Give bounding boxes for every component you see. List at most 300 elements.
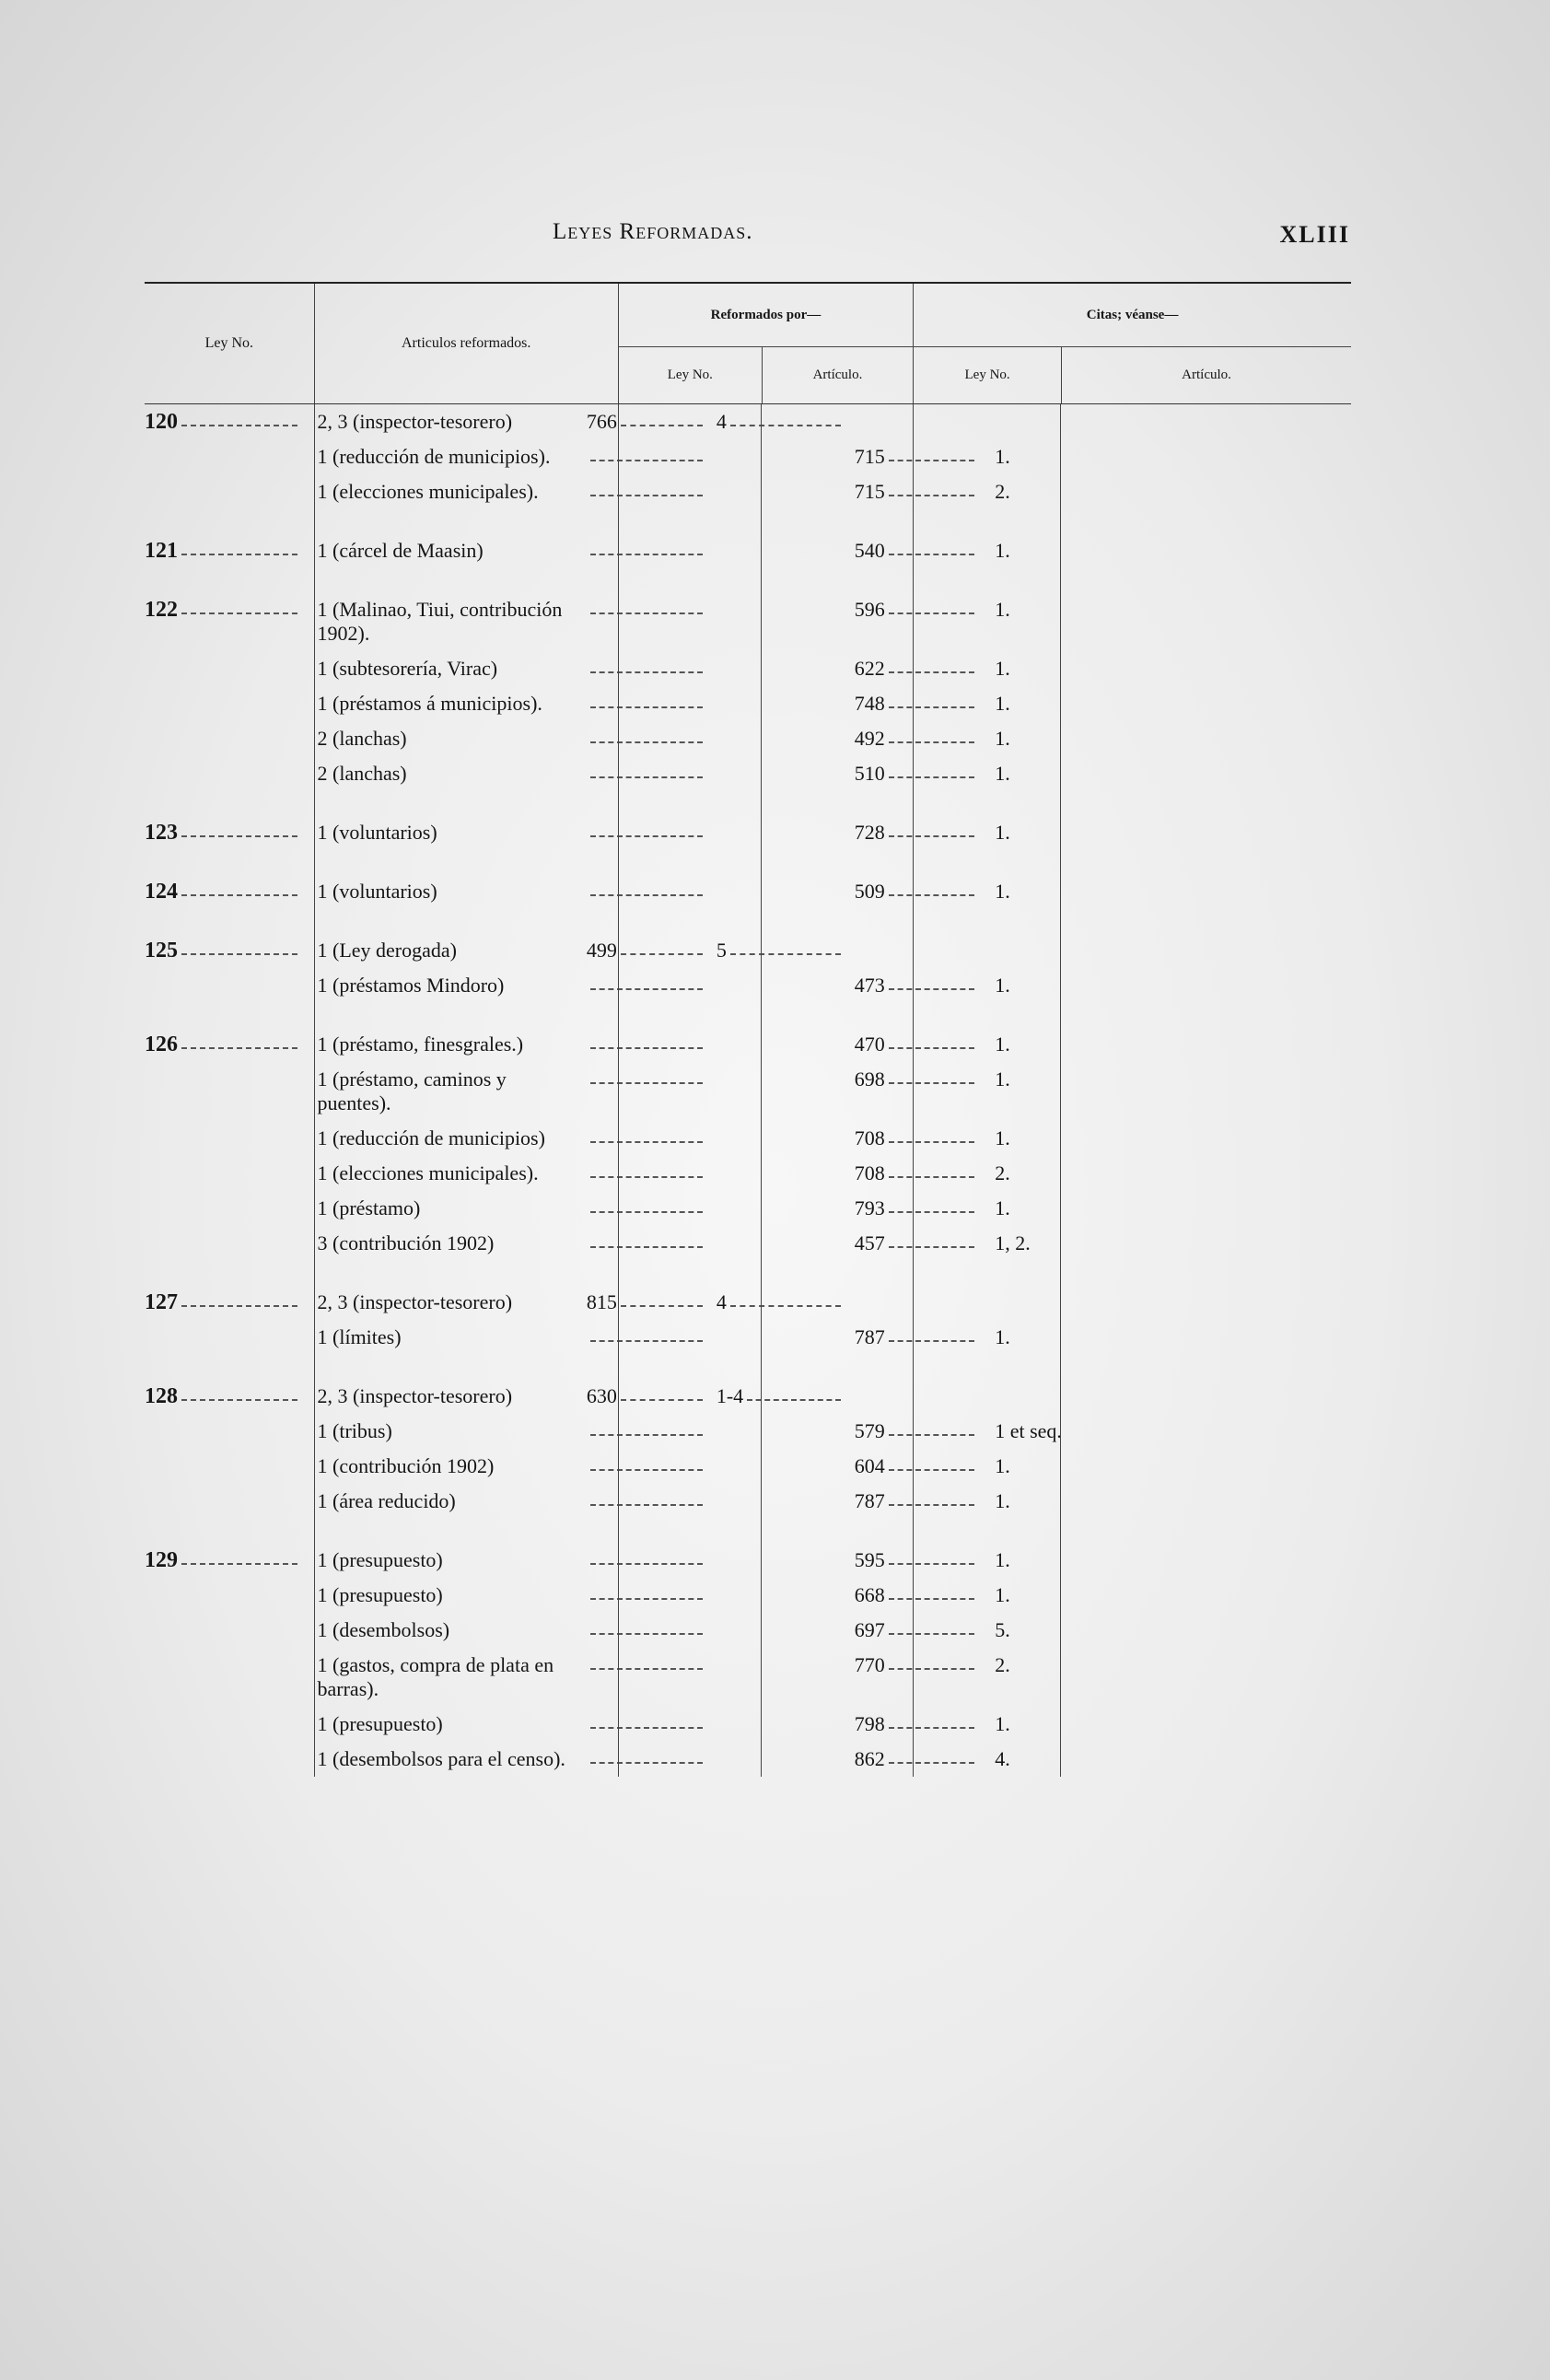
cita-ley-text: 698	[854, 1068, 885, 1091]
ley-number	[145, 1613, 297, 1624]
articulos-reformados-text: 1 (préstamos á municipios).	[317, 692, 542, 715]
cita-articulo-text: 1.	[995, 1126, 1010, 1149]
dot-leader	[889, 821, 974, 837]
table-row	[145, 756, 1351, 791]
reformado-ley	[573, 404, 703, 439]
cita-ley-text: 770	[854, 1653, 885, 1676]
dot-leader	[889, 598, 974, 614]
header-reformados-articulo: Artículo.	[762, 347, 913, 403]
articulos-reformados-text: 1 (elecciones municipales).	[317, 480, 539, 503]
dot-leader	[181, 410, 297, 426]
ley-number-text: 128	[145, 1384, 178, 1408]
reformado-ley	[573, 1027, 703, 1055]
reformado-ley	[573, 1226, 703, 1254]
articulos-reformados	[297, 1484, 573, 1519]
reformado-articulo	[703, 933, 841, 968]
reformado-ley	[573, 756, 703, 784]
dot-leader	[889, 1325, 974, 1342]
cita-articulo-text: 1 et seq.	[995, 1419, 1062, 1442]
articulos-reformados	[297, 686, 573, 721]
dot-leader	[889, 727, 974, 743]
dot-leader	[590, 445, 703, 461]
cita-articulo	[974, 756, 1351, 791]
cita-ley	[841, 404, 974, 415]
ley-number	[145, 1320, 297, 1331]
articulos-reformados	[297, 1414, 573, 1449]
reformado-articulo	[703, 1121, 841, 1132]
reformado-articulo	[703, 1742, 841, 1753]
cita-ley-text: 470	[854, 1032, 885, 1056]
cita-ley	[841, 933, 974, 944]
dot-leader	[590, 1712, 703, 1729]
table-row	[145, 533, 1351, 568]
table-row	[145, 874, 1351, 909]
ley-number-text: 123	[145, 821, 178, 845]
cita-articulo-text: 1.	[995, 727, 1010, 750]
cita-ley-text: 787	[854, 1489, 885, 1512]
articulos-reformados	[297, 439, 573, 474]
cita-ley-text: 787	[854, 1325, 885, 1348]
ley-number	[145, 1379, 297, 1414]
cita-articulo	[974, 1543, 1351, 1578]
dot-leader	[889, 1032, 974, 1049]
cita-articulo-text: 4.	[995, 1747, 1010, 1770]
ley-number-text: 126	[145, 1032, 178, 1056]
cita-ley-text: 595	[854, 1548, 885, 1571]
column-divider	[913, 404, 914, 1777]
dot-leader	[889, 1196, 974, 1213]
ley-number	[145, 439, 297, 450]
reformado-ley	[573, 1285, 703, 1320]
table-row	[145, 1613, 1351, 1648]
running-head: Leyes Reformadas.	[553, 219, 753, 244]
ley-number	[145, 1121, 297, 1132]
cita-ley-text: 728	[854, 821, 885, 844]
reformado-articulo	[703, 592, 841, 603]
cita-articulo	[974, 1156, 1351, 1191]
cita-ley	[841, 1156, 974, 1191]
reformado-articulo	[703, 968, 841, 979]
dot-leader	[181, 1290, 297, 1307]
dot-leader	[889, 1583, 974, 1600]
cita-articulo	[974, 874, 1351, 909]
cita-articulo-text: 2.	[995, 480, 1010, 503]
reformado-articulo	[703, 1191, 841, 1202]
cita-articulo	[974, 1062, 1351, 1097]
cita-articulo-text: 1.	[995, 1325, 1010, 1348]
reformado-ley	[573, 1062, 703, 1090]
reformado-articulo	[703, 1285, 841, 1320]
table-row	[145, 721, 1351, 756]
ley-number-text: 127	[145, 1290, 178, 1314]
cita-ley	[841, 592, 974, 627]
dot-leader	[590, 1419, 703, 1436]
cita-ley-text: 715	[854, 445, 885, 468]
articulos-reformados-text: 2, 3 (inspector-tesorero)	[317, 1290, 513, 1313]
dot-leader	[181, 1548, 297, 1565]
cita-articulo	[974, 686, 1351, 721]
articulos-reformados	[297, 1226, 573, 1261]
ley-number	[145, 1062, 297, 1073]
header-citas-group	[913, 284, 1351, 403]
ley-number	[145, 1543, 297, 1578]
articulos-reformados	[297, 1379, 573, 1414]
cita-ley	[841, 1543, 974, 1578]
cita-ley	[841, 721, 974, 756]
reformado-ley	[573, 686, 703, 714]
reformado-articulo	[703, 1156, 841, 1167]
column-divider	[314, 404, 315, 1777]
ley-number	[145, 1648, 297, 1659]
reformado-articulo	[703, 815, 841, 826]
cita-articulo	[974, 721, 1351, 756]
reformado-ley	[573, 651, 703, 679]
articulos-reformados	[297, 1285, 573, 1320]
reformado-ley-text: 630	[586, 1384, 617, 1407]
reformado-articulo	[703, 1449, 841, 1460]
cita-articulo-text: 1, 2.	[995, 1231, 1031, 1254]
cita-ley	[841, 1707, 974, 1742]
cita-ley	[841, 1578, 974, 1613]
cita-ley	[841, 968, 974, 1003]
dot-leader	[621, 410, 703, 426]
articulos-reformados-text: 1 (límites)	[317, 1325, 402, 1348]
dot-leader	[730, 1290, 841, 1307]
dot-leader	[889, 1161, 974, 1178]
cita-ley-text: 697	[854, 1618, 885, 1641]
table-row	[145, 1156, 1351, 1191]
cita-ley-text: 715	[854, 480, 885, 503]
table-row	[145, 686, 1351, 721]
cita-articulo-text: 1.	[995, 821, 1010, 844]
ley-number	[145, 1414, 297, 1425]
articulos-reformados	[297, 651, 573, 686]
articulos-reformados-text: 2 (lanchas)	[317, 727, 407, 750]
articulos-reformados-text: 2, 3 (inspector-tesorero)	[317, 410, 513, 433]
articulos-reformados	[297, 1449, 573, 1484]
table-body	[145, 404, 1351, 1777]
dot-leader	[621, 1384, 703, 1401]
table-row	[145, 592, 1351, 651]
cita-ley	[841, 1062, 974, 1097]
articulos-reformados	[297, 533, 573, 568]
table-row	[145, 1121, 1351, 1156]
dot-leader	[889, 1548, 974, 1565]
header-reformados-ley: Ley No.	[667, 368, 713, 382]
cita-ley-text: 862	[854, 1747, 885, 1770]
cita-ley-text: 604	[854, 1454, 885, 1477]
dot-leader	[590, 1489, 703, 1506]
reformado-articulo	[703, 721, 841, 732]
dot-leader	[181, 1032, 297, 1049]
reformado-ley-text: 815	[586, 1290, 617, 1313]
reformado-articulo-text: 5	[716, 939, 727, 962]
articulos-reformados	[297, 756, 573, 791]
cita-ley	[841, 533, 974, 568]
articulos-reformados-text: 1 (préstamo, finesgrales.)	[317, 1032, 524, 1056]
table-row	[145, 404, 1351, 439]
ley-number	[145, 874, 297, 909]
cita-ley	[841, 1121, 974, 1156]
ley-number	[145, 1226, 297, 1237]
reformado-ley	[573, 1742, 703, 1769]
articulos-reformados-text: 1 (cárcel de Maasin)	[317, 539, 484, 562]
dot-leader	[889, 1231, 974, 1248]
cita-ley-text: 793	[854, 1196, 885, 1219]
cita-ley	[841, 756, 974, 791]
dot-leader	[590, 1653, 703, 1670]
cita-articulo	[974, 1191, 1351, 1226]
reformado-articulo	[703, 1707, 841, 1718]
header-reformados-group	[618, 284, 913, 403]
dot-leader	[889, 1068, 974, 1084]
reformado-ley	[573, 1156, 703, 1184]
dot-leader	[621, 1290, 703, 1307]
dot-leader	[889, 445, 974, 461]
dot-leader	[590, 762, 703, 778]
reformado-ley	[573, 1484, 703, 1511]
reformado-ley	[573, 874, 703, 902]
articulos-reformados	[297, 474, 573, 509]
cita-ley	[841, 1484, 974, 1519]
page-number: XLIII	[1279, 221, 1350, 248]
cita-ley-text: 708	[854, 1126, 885, 1149]
articulos-reformados-text: 1 (contribución 1902)	[317, 1454, 495, 1477]
dot-leader	[889, 1419, 974, 1436]
column-divider	[761, 404, 762, 1777]
cita-articulo	[974, 1484, 1351, 1519]
cita-ley	[841, 1742, 974, 1777]
cita-articulo	[974, 1648, 1351, 1683]
cita-ley	[841, 1027, 974, 1062]
dot-leader	[181, 939, 297, 955]
cita-articulo-text: 1.	[995, 762, 1010, 785]
table-row	[145, 1578, 1351, 1613]
cita-ley-text: 708	[854, 1161, 885, 1184]
reformed-laws-table	[145, 282, 1351, 1777]
dot-leader	[889, 1653, 974, 1670]
reformado-articulo	[703, 1320, 841, 1331]
dot-leader	[590, 1747, 703, 1764]
articulos-reformados	[297, 933, 573, 968]
ley-number-text: 125	[145, 939, 178, 962]
dot-leader	[590, 1583, 703, 1600]
articulos-reformados-text: 1 (presupuesto)	[317, 1712, 443, 1735]
dot-leader	[590, 539, 703, 555]
cita-articulo	[974, 815, 1351, 850]
header-citas-articulo: Artículo.	[1061, 347, 1351, 403]
reformado-ley	[573, 1121, 703, 1149]
articulos-reformados	[297, 1156, 573, 1191]
ley-number	[145, 1156, 297, 1167]
dot-leader	[590, 821, 703, 837]
table-row	[145, 1379, 1351, 1414]
reformado-ley	[573, 592, 703, 620]
reformado-articulo	[703, 1484, 841, 1495]
dot-leader	[889, 539, 974, 555]
reformado-ley	[573, 1648, 703, 1675]
reformado-ley	[573, 1613, 703, 1640]
ley-number	[145, 756, 297, 767]
header-reformados-por: Reformados por—	[619, 284, 913, 347]
cita-articulo	[974, 404, 1351, 415]
table-row	[145, 1484, 1351, 1519]
cita-ley	[841, 474, 974, 509]
reformado-ley	[573, 815, 703, 843]
ley-number	[145, 1578, 297, 1589]
cita-articulo-text: 2.	[995, 1653, 1010, 1676]
articulos-reformados-text: 1 (Malinao, Tiui, contribución 1902).	[317, 598, 563, 645]
articulos-reformados	[297, 1543, 573, 1578]
ley-number-text: 122	[145, 598, 178, 622]
cita-ley	[841, 1379, 974, 1390]
cita-articulo	[974, 1613, 1351, 1648]
dot-leader	[181, 821, 297, 837]
cita-articulo-text: 1.	[995, 1548, 1010, 1571]
reformado-articulo-text: 1-4	[716, 1384, 744, 1407]
dot-leader	[590, 1068, 703, 1084]
articulos-reformados	[297, 721, 573, 756]
reformado-articulo-text: 4	[716, 410, 727, 433]
cita-articulo-text: 1.	[995, 1583, 1010, 1606]
dot-leader	[590, 880, 703, 896]
articulos-reformados	[297, 1613, 573, 1648]
dot-leader	[889, 762, 974, 778]
articulos-reformados	[297, 874, 573, 909]
articulos-reformados	[297, 1027, 573, 1062]
articulos-reformados-text: 1 (préstamos Mindoro)	[317, 974, 505, 997]
table-row	[145, 1742, 1351, 1777]
table-row	[145, 1226, 1351, 1261]
cita-ley	[841, 1226, 974, 1261]
cita-ley-text: 457	[854, 1231, 885, 1254]
cita-articulo-text: 1.	[995, 1454, 1010, 1477]
articulos-reformados-text: 1 (préstamo)	[317, 1196, 421, 1219]
articulos-reformados	[297, 1062, 573, 1121]
ley-number	[145, 1191, 297, 1202]
ley-number	[145, 1707, 297, 1718]
table-row	[145, 815, 1351, 850]
articulos-reformados	[297, 1648, 573, 1707]
cita-ley-text: 492	[854, 727, 885, 750]
dot-leader	[590, 1196, 703, 1213]
ley-number	[145, 1742, 297, 1753]
dot-leader	[181, 880, 297, 896]
cita-ley-text: 622	[854, 657, 885, 680]
articulos-reformados-text: 2 (lanchas)	[317, 762, 407, 785]
cita-articulo	[974, 1226, 1351, 1261]
cita-ley	[841, 1613, 974, 1648]
table-row	[145, 968, 1351, 1003]
cita-articulo	[974, 1449, 1351, 1484]
dot-leader	[590, 480, 703, 496]
cita-ley	[841, 651, 974, 686]
dot-leader	[181, 539, 297, 555]
articulos-reformados-text: 1 (subtesorería, Virac)	[317, 657, 498, 680]
table-row	[145, 651, 1351, 686]
reformado-ley	[573, 439, 703, 467]
cita-ley	[841, 874, 974, 909]
dot-leader	[590, 1231, 703, 1248]
ley-number-text: 121	[145, 539, 178, 563]
column-divider	[618, 404, 619, 1777]
reformado-articulo	[703, 474, 841, 485]
cita-articulo-text: 5.	[995, 1618, 1010, 1641]
cita-ley-text: 668	[854, 1583, 885, 1606]
dot-leader	[590, 1548, 703, 1565]
dot-leader	[590, 692, 703, 708]
dot-leader	[590, 1032, 703, 1049]
dot-leader	[889, 657, 974, 673]
reformado-ley	[573, 1414, 703, 1441]
ley-number	[145, 721, 297, 732]
ley-number	[145, 933, 297, 968]
ley-number	[145, 533, 297, 568]
articulos-reformados-text: 1 (voluntarios)	[317, 880, 437, 903]
reformado-ley	[573, 1578, 703, 1605]
cita-articulo	[974, 474, 1351, 509]
reformado-articulo	[703, 1027, 841, 1038]
reformado-ley	[573, 1707, 703, 1734]
reformado-articulo	[703, 686, 841, 697]
dot-leader	[590, 974, 703, 990]
cita-articulo-text: 1.	[995, 445, 1010, 468]
cita-ley-text: 510	[854, 762, 885, 785]
cita-ley-text: 748	[854, 692, 885, 715]
articulos-reformados-text: 1 (desembolsos)	[317, 1618, 450, 1641]
articulos-reformados	[297, 404, 573, 439]
cita-articulo	[974, 1121, 1351, 1156]
cita-ley-text: 579	[854, 1419, 885, 1442]
cita-articulo	[974, 1742, 1351, 1777]
dot-leader	[621, 939, 703, 955]
table-row	[145, 1707, 1351, 1742]
reformado-ley	[573, 1191, 703, 1219]
ley-number	[145, 686, 297, 697]
ley-number	[145, 1484, 297, 1495]
cita-articulo	[974, 1578, 1351, 1613]
cita-articulo	[974, 1320, 1351, 1355]
table-row	[145, 1027, 1351, 1062]
reformado-articulo	[703, 1062, 841, 1073]
table-row	[145, 474, 1351, 509]
dot-leader	[590, 1126, 703, 1143]
cita-articulo	[974, 592, 1351, 627]
ley-number-text: 124	[145, 880, 178, 904]
cita-articulo-text: 2.	[995, 1161, 1010, 1184]
table-row	[145, 1285, 1351, 1320]
cita-articulo	[974, 1707, 1351, 1742]
cita-articulo	[974, 968, 1351, 1003]
reformado-ley	[573, 1543, 703, 1570]
table-row	[145, 1414, 1351, 1449]
ley-number-text: 120	[145, 410, 178, 434]
table-row	[145, 1320, 1351, 1355]
reformado-ley	[573, 968, 703, 996]
cita-articulo-text: 1.	[995, 598, 1010, 621]
ley-number	[145, 404, 297, 439]
reformado-articulo	[703, 756, 841, 767]
dot-leader	[889, 1712, 974, 1729]
ley-number	[145, 1285, 297, 1320]
cita-articulo	[974, 1414, 1351, 1449]
table-row	[145, 1543, 1351, 1578]
reformado-articulo	[703, 533, 841, 544]
dot-leader	[889, 1126, 974, 1143]
articulos-reformados-text: 1 (gastos, compra de plata en barras).	[317, 1653, 554, 1700]
reformado-ley-text: 766	[586, 410, 617, 433]
reformado-articulo	[703, 1543, 841, 1554]
